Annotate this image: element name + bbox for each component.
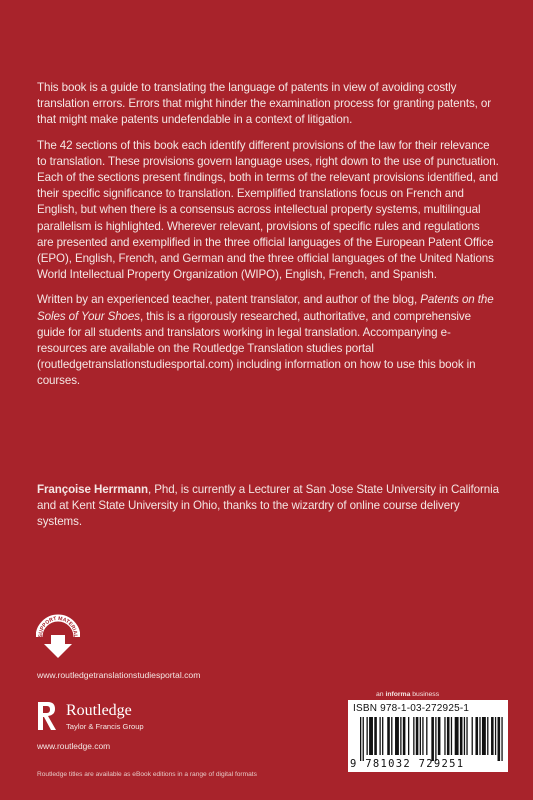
blurb-paragraph-1: This book is a guide to translating the language of patents in view of avoiding costly translation errors. Errors that might hinder the examination process for granting patents, or that might make patents undefendable in a context of litigation.	[37, 81, 492, 127]
ebook-note: Routledge titles are available as eBook editions in a range of digital formats	[37, 771, 257, 778]
blurb-p3-start: Written by an experienced teacher, patent translator, and author of the blog,	[37, 293, 421, 307]
barcode-bar	[408, 717, 409, 755]
barcode-bar	[366, 717, 367, 755]
barcode-bar	[400, 717, 401, 755]
barcode-bar	[479, 717, 480, 755]
barcode-digits: 9 781032 729251	[350, 758, 465, 770]
barcode-bar	[413, 717, 414, 755]
barcode-bar	[435, 717, 436, 761]
barcode-bar	[391, 717, 392, 755]
barcode-bar	[438, 717, 441, 755]
barcode-bar	[482, 717, 486, 755]
barcode-bar	[475, 717, 478, 755]
isbn-label: ISBN 978-1-03-272925-1	[353, 703, 470, 714]
barcode-bar	[395, 717, 399, 755]
barcode-bar	[369, 717, 373, 755]
barcode-bar	[491, 717, 494, 755]
author-bio	[37, 482, 499, 531]
support-material-badge	[36, 612, 80, 662]
blurb-p3-end: , this is a rigorously researched, authoritative, and comprehensive guide for all students and translators working in legal translation. Accompanying e-resources are available on the Routledge Translation studies portal (routledgetranslationstudiesportal.com) including information on how to use this book in courses.	[37, 309, 476, 388]
routledge-logo	[36, 700, 196, 736]
barcode-bar	[495, 717, 496, 755]
portal-url[interactable]: www.routledgetranslationstudiesportal.com	[37, 670, 201, 680]
barcode-bar	[447, 717, 450, 755]
barcode-bar	[360, 717, 361, 761]
barcode-bar	[466, 717, 467, 755]
barcode	[360, 717, 504, 761]
routledge-r-icon	[36, 700, 58, 732]
informa-brand: informa	[385, 691, 411, 698]
barcode-bar	[426, 717, 427, 755]
barcode-bar	[464, 717, 465, 755]
author-bio-text: , Phd, is currently a Lecturer at San Jose State University in California and at Kent State University in Ohio, thanks to the wizardry of online course delivery systems.	[37, 483, 499, 529]
download-arrow-icon	[44, 635, 72, 658]
barcode-bar	[387, 717, 390, 755]
barcode-bar	[460, 717, 463, 755]
barcode-bar	[363, 717, 364, 761]
barcode-bar	[451, 717, 452, 755]
barcode-bar	[472, 717, 473, 755]
barcode-bar	[501, 717, 502, 761]
barcode-bar	[498, 717, 501, 761]
barcode-bar	[374, 717, 377, 755]
barcode-bar	[416, 717, 419, 755]
barcode-bar	[455, 717, 459, 755]
barcode-box	[348, 700, 508, 772]
routledge-url[interactable]: www.routledge.com	[37, 741, 111, 751]
support-material-label: SUPPORT MATERIAL	[37, 615, 79, 638]
blog-title: Patents on the Soles of Your Shoes	[37, 293, 494, 323]
barcode-bar	[379, 717, 380, 755]
publisher-name: Routledge	[66, 702, 132, 719]
barcode-bar	[431, 717, 434, 761]
informa-tagline: an informa business	[376, 691, 440, 698]
barcode-bar	[444, 717, 445, 755]
barcode-bar	[487, 717, 488, 755]
blurb-paragraph-2: The 42 sections of this book each identify different provisions of the law for their relevance to translation. These provisions govern language uses, right down to the use of punctuation. Each of the sections present findings, both in terms of the relevant provisions identified, and their specific significance to translation. Exemplified translations focus on French and English, but when there is a consensus across intellectual property systems, multilingual parallelism is highlighted. Wherever relevant, provisions of specific rules and regulations are presented and exemplified in the three official languages of the European Patent Office (EPO), English, French, and German and the three official languages of the United Nations World Intellectual Property Organization (WIPO), English, French, and Spanish.	[37, 138, 499, 282]
author-name: Françoise Herrmann	[37, 483, 148, 496]
cover-blurb	[37, 80, 499, 399]
publisher-group: Taylor & Francis Group	[66, 722, 144, 731]
barcode-bar	[403, 717, 406, 755]
blurb-paragraph-3	[37, 292, 499, 389]
barcode-bar	[420, 717, 421, 755]
barcode-bar	[382, 717, 383, 755]
barcode-bar	[422, 717, 423, 755]
